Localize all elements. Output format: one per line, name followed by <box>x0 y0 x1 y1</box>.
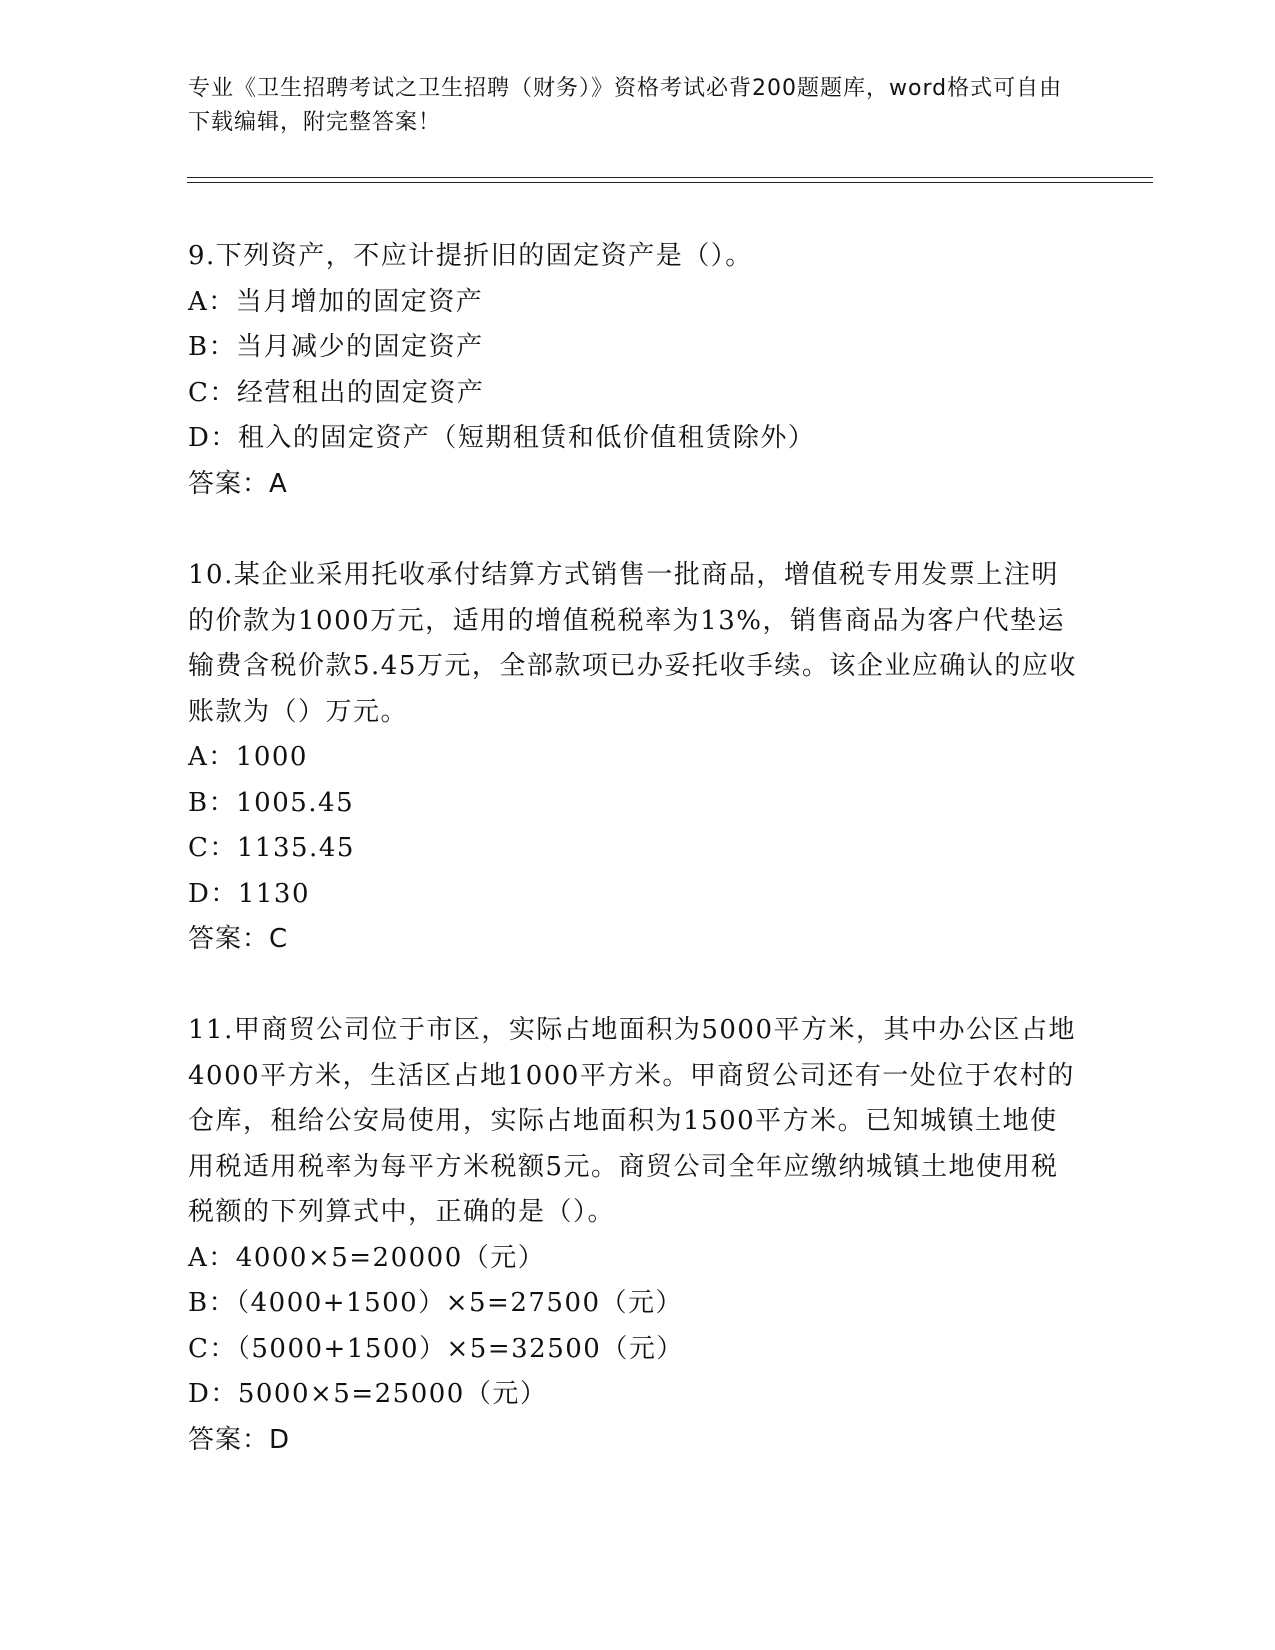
answer-line: 答案：D <box>188 1424 291 1455</box>
question-stem: 10.某企业采用托收承付结算方式销售一批商品，增值税专用发票上注明的价款为1000万元，适用的增值税税率为13%，销售商品为客户代垫运输费含税价款5.45万元，全部款项已办妥托收手续。该企业应确认的应收账款为（）万元。 <box>188 560 1077 727</box>
option-b: B：（4000+1500）×5=27500（元） <box>188 1288 684 1318</box>
answer-line: 答案：C <box>188 924 289 954</box>
question-10 <box>188 553 1078 963</box>
option-d: D：5000×5=25000（元） <box>188 1379 548 1409</box>
option-a: A：1000 <box>188 742 308 772</box>
header-divider-bottom <box>187 182 1153 183</box>
option-b: B：当月减少的固定资产 <box>188 332 484 362</box>
document-header <box>188 72 1068 140</box>
option-b: B：1005.45 <box>188 787 355 818</box>
option-a: A：当月增加的固定资产 <box>188 286 484 317</box>
option-d: D：1130 <box>188 878 311 909</box>
option-d: D：租入的固定资产（短期租赁和低价值租赁除外） <box>188 423 816 453</box>
option-c: C：（5000+1500）×5=32500（元） <box>188 1333 684 1364</box>
header-divider-top <box>187 177 1153 178</box>
question-9 <box>188 234 1078 507</box>
answer-line: 答案：A <box>188 468 288 499</box>
question-11 <box>188 1008 1078 1463</box>
option-c: C：经营租出的固定资产 <box>188 377 485 408</box>
question-stem: 9.下列资产，不应计提折旧的固定资产是（）。 <box>188 241 753 271</box>
option-a: A：4000×5=20000（元） <box>188 1242 546 1273</box>
question-stem: 11.甲商贸公司位于市区，实际占地面积为5000平方米，其中办公区占地4000平方米，生活区占地1000平方米。甲商贸公司还有一处位于农村的仓库，租给公安局使用，实际占地面积为1500平方米。已知城镇土地使用税适用税率为每平方米税额5元。商贸公司全年应缴纳城镇土地使用税税额的下列算式中，正确的是（）。 <box>188 1015 1077 1227</box>
option-c: C：1135.45 <box>188 833 355 863</box>
header-intro-text: 专业《卫生招聘考试之卫生招聘（财务）》资格考试必背200题题库，word格式可自由下载编辑，附完整答案！ <box>188 76 1063 135</box>
